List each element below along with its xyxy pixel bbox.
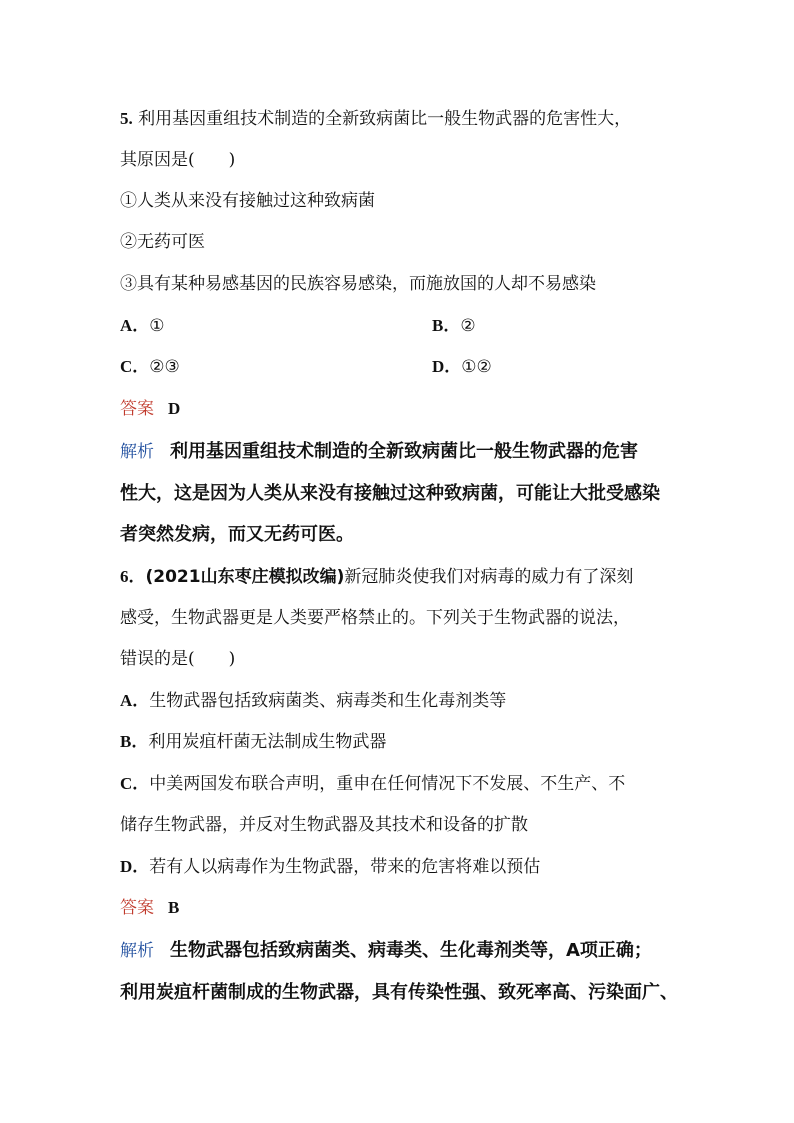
q5-stem-text-1: 利用基因重组技术制造的全新致病菌比一般生物武器的危害性大， [138,109,632,129]
q6-analysis-line-1 [120,940,652,962]
q6-option-b-label: B． [120,732,149,751]
q5-analysis-line-1 [120,441,638,463]
q5-option-a [120,315,165,337]
q5-number: 5. [120,109,133,128]
q6-option-b [120,731,386,753]
q6-option-a-label: A． [120,691,150,710]
q6-answer [120,897,179,919]
q5-answer-label: 答案 [120,399,154,419]
q5-item-1: ①人类从来没有接触过这种致病菌 [120,191,375,211]
q6-analysis-label: 解析 [120,941,154,961]
q6-stem-text-1: 新冠肺炎使我们对病毒的威力有了深刻 [344,567,634,587]
q5-item-3: ③具有某种易感基因的民族容易感染，而施放国的人却不易感染 [120,274,596,294]
q5-option-b [432,315,476,337]
q5-stem-line-1 [120,108,631,130]
q6-option-d-label: D． [120,857,150,876]
q5-option-b-label: B． [432,316,461,335]
q6-option-d-text: 若有人以病毒作为生物武器，带来的危害将难以预估 [149,857,541,877]
q5-option-a-text: ① [149,316,165,336]
q6-stem-line-3: 错误的是( ) [120,649,236,669]
q6-option-d [120,856,540,878]
q5-option-b-text: ② [460,316,476,336]
q6-answer-label: 答案 [120,898,154,918]
q6-source: (2021山东枣庄模拟改编) [145,567,345,587]
q6-option-c-line-1 [120,773,625,795]
q6-answer-value: B [168,898,180,917]
q5-item-2: ②无药可医 [120,232,205,252]
q5-option-c-label: C． [120,357,150,376]
q6-analysis-text-1: 生物武器包括致病菌类、病毒类、生化毒剂类等，A项正确； [170,940,652,961]
q5-analysis-label: 解析 [120,442,154,462]
q5-option-a-label: A． [120,316,150,335]
q5-stem-line-2: 其原因是( ) [120,150,236,170]
q6-option-c-text-1: 中美两国发布联合声明，重申在任何情况下不发展、不生产、不 [149,774,626,794]
q5-analysis-text-1: 利用基因重组技术制造的全新致病菌比一般生物武器的危害 [170,441,638,462]
q5-answer [120,398,180,420]
q6-stem-line-1 [120,566,633,588]
q5-answer-value: D [168,399,181,418]
q5-option-d-text: ①② [461,357,492,377]
q5-analysis-line-2: 性大，这是因为人类从来没有接触过这种致病菌，可能让大批受感染 [120,483,660,504]
q6-option-b-text: 利用炭疽杆菌无法制成生物武器 [148,732,387,752]
q5-option-d-label: D． [432,357,462,376]
q6-number: 6． [120,567,146,586]
q5-option-c-text: ②③ [149,357,180,377]
q6-option-c-label: C． [120,774,150,793]
q5-option-c [120,356,180,378]
q6-option-a-text: 生物武器包括致病菌类、病毒类和生化毒剂类等 [149,691,507,711]
q6-option-c-line-2: 储存生物武器，并反对生物武器及其技术和设备的扩散 [120,815,528,835]
q5-analysis-line-3: 者突然发病，而又无药可医。 [120,524,354,545]
q6-analysis-line-2: 利用炭疽杆菌制成的生物武器，具有传染性强、致死率高、污染面广、 [120,982,678,1003]
q6-option-a [120,690,506,712]
q6-stem-line-2: 感受，生物武器更是人类要严格禁止的。下列关于生物武器的说法， [120,608,630,628]
q5-option-d [432,356,492,378]
